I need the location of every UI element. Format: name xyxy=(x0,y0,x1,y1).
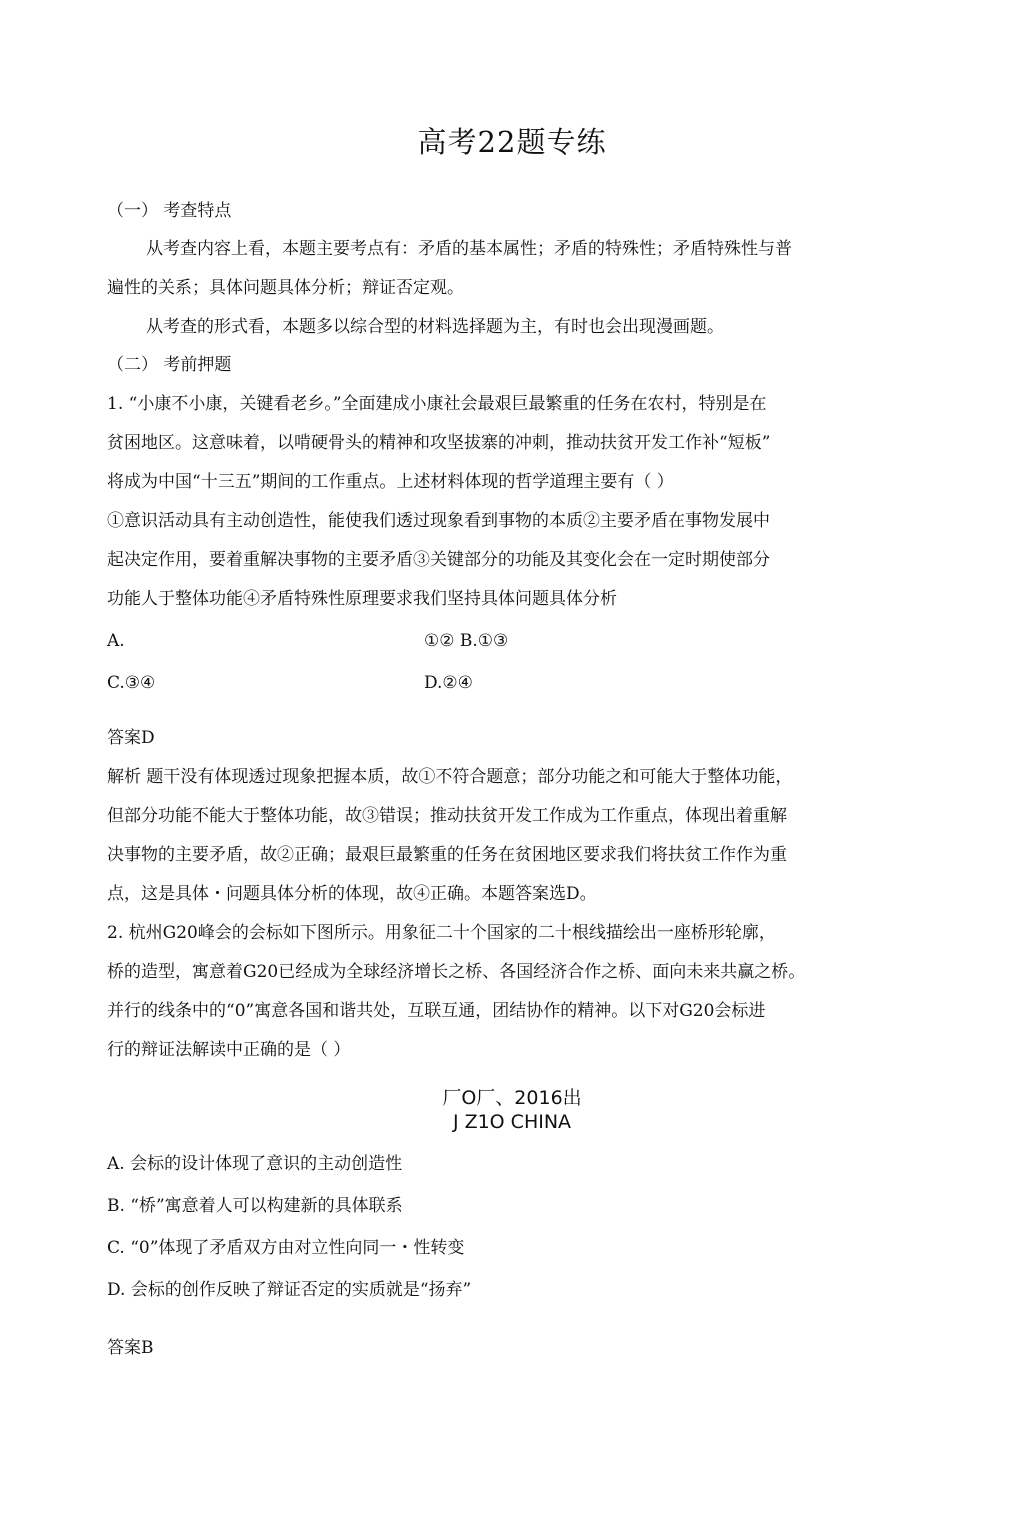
question2-line: 行的辩证法解读中正确的是（ ） xyxy=(107,1040,351,1060)
question1-option-a: A. xyxy=(107,631,125,651)
section1-paragraph-line: 从考查内容上看，本题主要考点有：矛盾的基本属性；矛盾的特殊性；矛盾特殊性与普 xyxy=(146,239,792,259)
question2-option-a: A. 会标的设计体现了意识的主动创造性 xyxy=(107,1154,403,1174)
question2-option-c: C. “0”体现了矛盾双方由对立性向同一・性转变 xyxy=(107,1238,465,1258)
question1-line: 1. “小康不小康，关键看老乡。”全面建成小康社会最艰巨最繁重的任务在农村，特别是在 xyxy=(107,394,767,414)
question1-line: 将成为中国“十三五”期间的工作重点。上述材料体现的哲学道理主要有（ ） xyxy=(107,472,674,492)
question2-answer: 答案B xyxy=(107,1338,154,1358)
question2-line: 2. 杭州G20峰会的会标如下图所示。用象征二十个国家的二十根线描绘出一座桥形轮廓， xyxy=(107,923,776,943)
question1-explanation-line: 决事物的主要矛盾，故②正确；最艰巨最繁重的任务在贫困地区要求我们将扶贫工作作为重 xyxy=(107,845,787,865)
question1-answer: 答案D xyxy=(107,728,155,748)
question1-option-c: C.③④ xyxy=(107,673,156,693)
section1-heading: （一） 考查特点 xyxy=(107,201,232,221)
page-title: 高考22题专练 xyxy=(417,125,607,159)
question1-explanation-line: 解析 题干没有体现透过现象把握本质，故①不符合题意；部分功能之和可能大于整体功能， xyxy=(107,767,793,787)
question1-line: 贫困地区。这意味着，以啃硬骨头的精神和攻坚拔寨的冲刺，推动扶贫开发工作补“短板” xyxy=(107,433,771,453)
question2-option-b: B. “桥”寓意着人可以构建新的具体联系 xyxy=(107,1196,403,1216)
section1-paragraph-line: 遍性的关系；具体问题具体分析；辩证否定观。 xyxy=(107,278,464,298)
g20-logo-text: J Z1O CHINA xyxy=(452,1111,572,1133)
question1-option-ab: ①② B.①③ xyxy=(424,631,509,651)
question2-line: 桥的造型，寓意着G20已经成为全球经济增长之桥、各国经济合作之桥、面向未来共赢之桥。 xyxy=(107,962,806,982)
question1-explanation-line: 但部分功能不能大于整体功能，故③错误；推动扶贫开发工作成为工作重点，体现出着重解 xyxy=(107,806,787,826)
section1-paragraph-line: 从考查的形式看，本题多以综合型的材料选择题为主，有时也会出现漫画题。 xyxy=(146,317,724,337)
question1-option-d: D.②④ xyxy=(424,673,473,693)
question1-explanation-line: 点，这是具体・问题具体分析的体现，故④正确。本题答案选D。 xyxy=(107,884,597,904)
question1-line: ①意识活动具有主动创造性，能使我们透过现象看到事物的本质②主要矛盾在事物发展中 xyxy=(107,511,770,531)
question2-line: 并行的线条中的“0”寓意各国和谐共处，互联互通，团结协作的精神。以下对G20会标进 xyxy=(107,1001,766,1021)
question1-line: 功能人于整体功能④矛盾特殊性原理要求我们坚持具体问题具体分析 xyxy=(107,589,617,609)
section2-heading: （二） 考前押题 xyxy=(107,355,232,375)
question2-option-d: D. 会标的创作反映了辩证否定的实质就是“扬弃” xyxy=(107,1280,472,1300)
g20-logo-text: 厂O厂、2016出 xyxy=(442,1087,582,1109)
question1-line: 起决定作用，要着重解决事物的主要矛盾③关键部分的功能及其变化会在一定时期使部分 xyxy=(107,550,770,570)
